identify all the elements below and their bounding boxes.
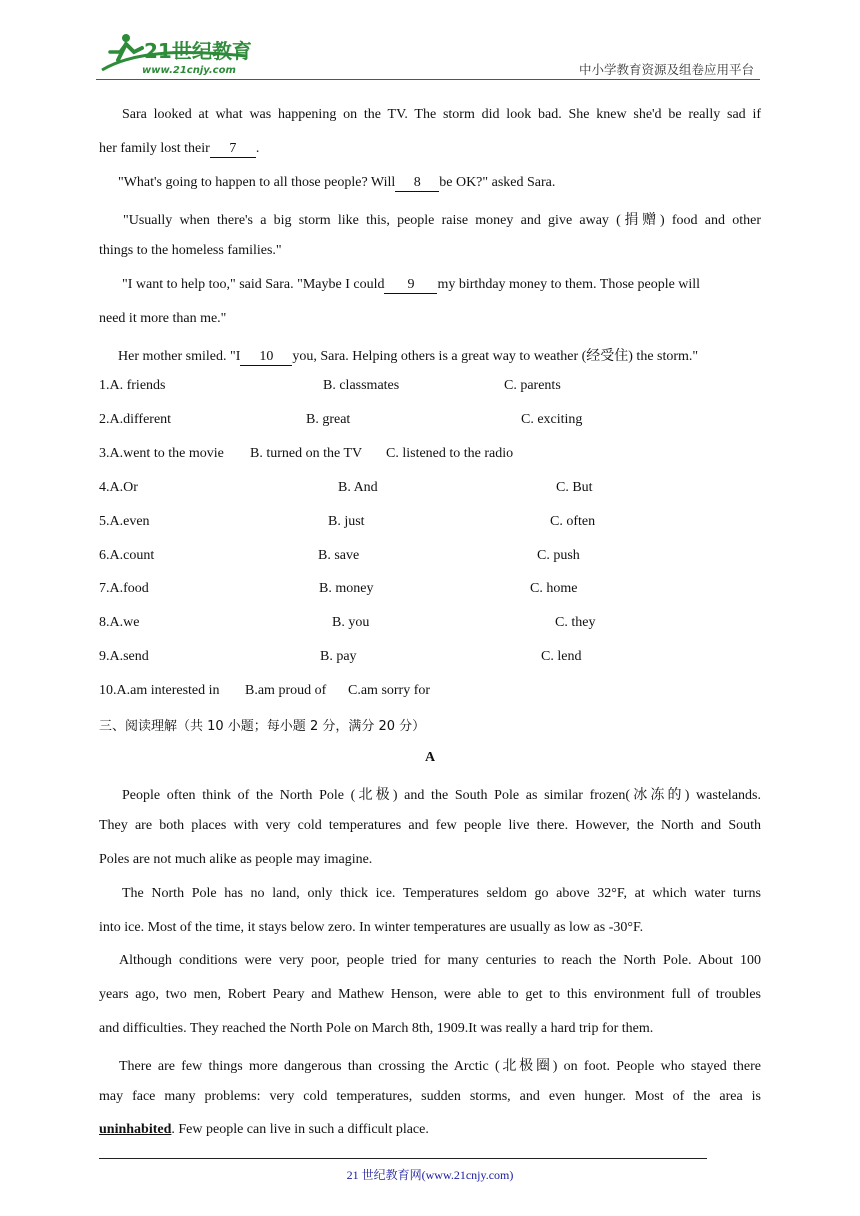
- option-b: B. just: [328, 514, 365, 529]
- logo-21cnjy: [96, 30, 266, 78]
- passage-line: things to the homeless families.": [99, 243, 282, 258]
- footer-link[interactable]: 21 世纪教育网(www.21cnjy.com): [346, 1168, 514, 1182]
- option-b: B. save: [318, 548, 360, 563]
- passage-line: need it more than me.": [99, 311, 227, 326]
- option-b: B. great: [306, 412, 351, 427]
- reading-line: may face many problems: very cold temperatures, sudden storms, and even hunger. Most of the area is: [99, 1089, 761, 1104]
- option-c: C. But: [556, 480, 593, 495]
- svg-text:www.21cnjy.com: www.21cnjy.com: [142, 65, 236, 76]
- option-a: 10.A.am interested in: [99, 683, 220, 698]
- option-b: B. you: [332, 615, 370, 630]
- reading-line: years ago, two men, Robert Peary and Mathew Henson, were able to get to this environment full of troubles: [99, 987, 761, 1002]
- passage-line: her family lost their 7 .: [99, 141, 260, 156]
- section-title: 三、阅读理解（共 10 小题；每小题 2 分，满分 20 分）: [99, 719, 426, 734]
- option-b: B. pay: [320, 649, 357, 664]
- reading-line: Although conditions were very poor, people tried for many centuries to reach the North Pole. About 100: [119, 953, 761, 968]
- highlighted-word: uninhabited: [99, 1122, 172, 1137]
- passage-line: Sara looked at what was happening on the TV. The storm did look bad. She knew she'd be really sad if: [122, 107, 761, 122]
- option-a: 4.A.Or: [99, 480, 138, 495]
- option-a: 2.A.different: [99, 412, 172, 427]
- option-a: 9.A.send: [99, 649, 149, 664]
- passage-line: "What's going to happen to all those people? Will 8 be OK?" asked Sara.: [118, 175, 556, 190]
- blank-10: 10: [240, 350, 292, 366]
- passage-line: "I want to help too," said Sara. "Maybe I could 9 my birthday money to them. Those people will: [122, 277, 701, 292]
- option-a: 7.A.food: [99, 581, 149, 596]
- passage-line: Her mother smiled. "I 10 you, Sara. Helping others is a great way to weather (经受住) the storm.": [118, 349, 699, 364]
- option-b: B. turned on the TV: [250, 446, 363, 461]
- option-a: 3.A.went to the movie: [99, 446, 224, 461]
- option-b: B. money: [319, 581, 374, 596]
- reading-line: There are few things more dangerous than crossing the Arctic (北极圈) on foot. People who stayed there: [119, 1059, 761, 1074]
- reading-line: into ice. Most of the time, it stays below zero. In winter temperatures are usually as low as -30°F.: [99, 920, 644, 935]
- option-b: B.am proud of: [245, 683, 327, 698]
- blank-7: 7: [210, 142, 256, 158]
- platform-name: 中小学教育资源及组卷应用平台: [578, 62, 754, 77]
- reading-line: They are both places with very cold temperatures and few people live there. However, the North and South: [99, 818, 761, 833]
- svg-text:21世纪教育: 21世纪教育: [144, 39, 252, 63]
- option-a: 1.A. friends: [99, 378, 166, 393]
- reading-line: uninhabited. Few people can live in such a difficult place.: [99, 1122, 429, 1137]
- option-c: C.am sorry for: [348, 683, 431, 698]
- option-c: C. lend: [541, 649, 582, 664]
- header-divider: [96, 79, 760, 80]
- option-b: B. classmates: [323, 378, 400, 393]
- blank-9: 9: [384, 278, 437, 294]
- option-a: 5.A.even: [99, 514, 150, 529]
- reading-line: The North Pole has no land, only thick ice. Temperatures seldom go above 32°F, at which water turns: [122, 886, 761, 901]
- option-c: C. listened to the radio: [386, 446, 514, 461]
- option-c: C. they: [555, 615, 596, 630]
- reading-line: and difficulties. They reached the North Pole on March 8th, 1909.It was really a hard trip for them.: [99, 1021, 654, 1036]
- footer-divider: [99, 1158, 707, 1159]
- option-c: C. home: [530, 581, 578, 596]
- reading-line: People often think of the North Pole (北极) and the South Pole as similar frozen(冰冻的) wastelands.: [122, 788, 761, 803]
- option-c: C. parents: [504, 378, 561, 393]
- option-b: B. And: [338, 480, 378, 495]
- option-a: 6.A.count: [99, 548, 155, 563]
- part-heading: A: [424, 750, 436, 765]
- blank-8: 8: [395, 176, 439, 192]
- reading-line: Poles are not much alike as people may imagine.: [99, 852, 373, 867]
- option-c: C. push: [537, 548, 580, 563]
- option-c: C. exciting: [521, 412, 583, 427]
- option-a: 8.A.we: [99, 615, 140, 630]
- passage-line: "Usually when there's a big storm like this, people raise money and give away (捐赠) food and other: [123, 213, 761, 228]
- option-c: C. often: [550, 514, 596, 529]
- page-header: [96, 30, 760, 80]
